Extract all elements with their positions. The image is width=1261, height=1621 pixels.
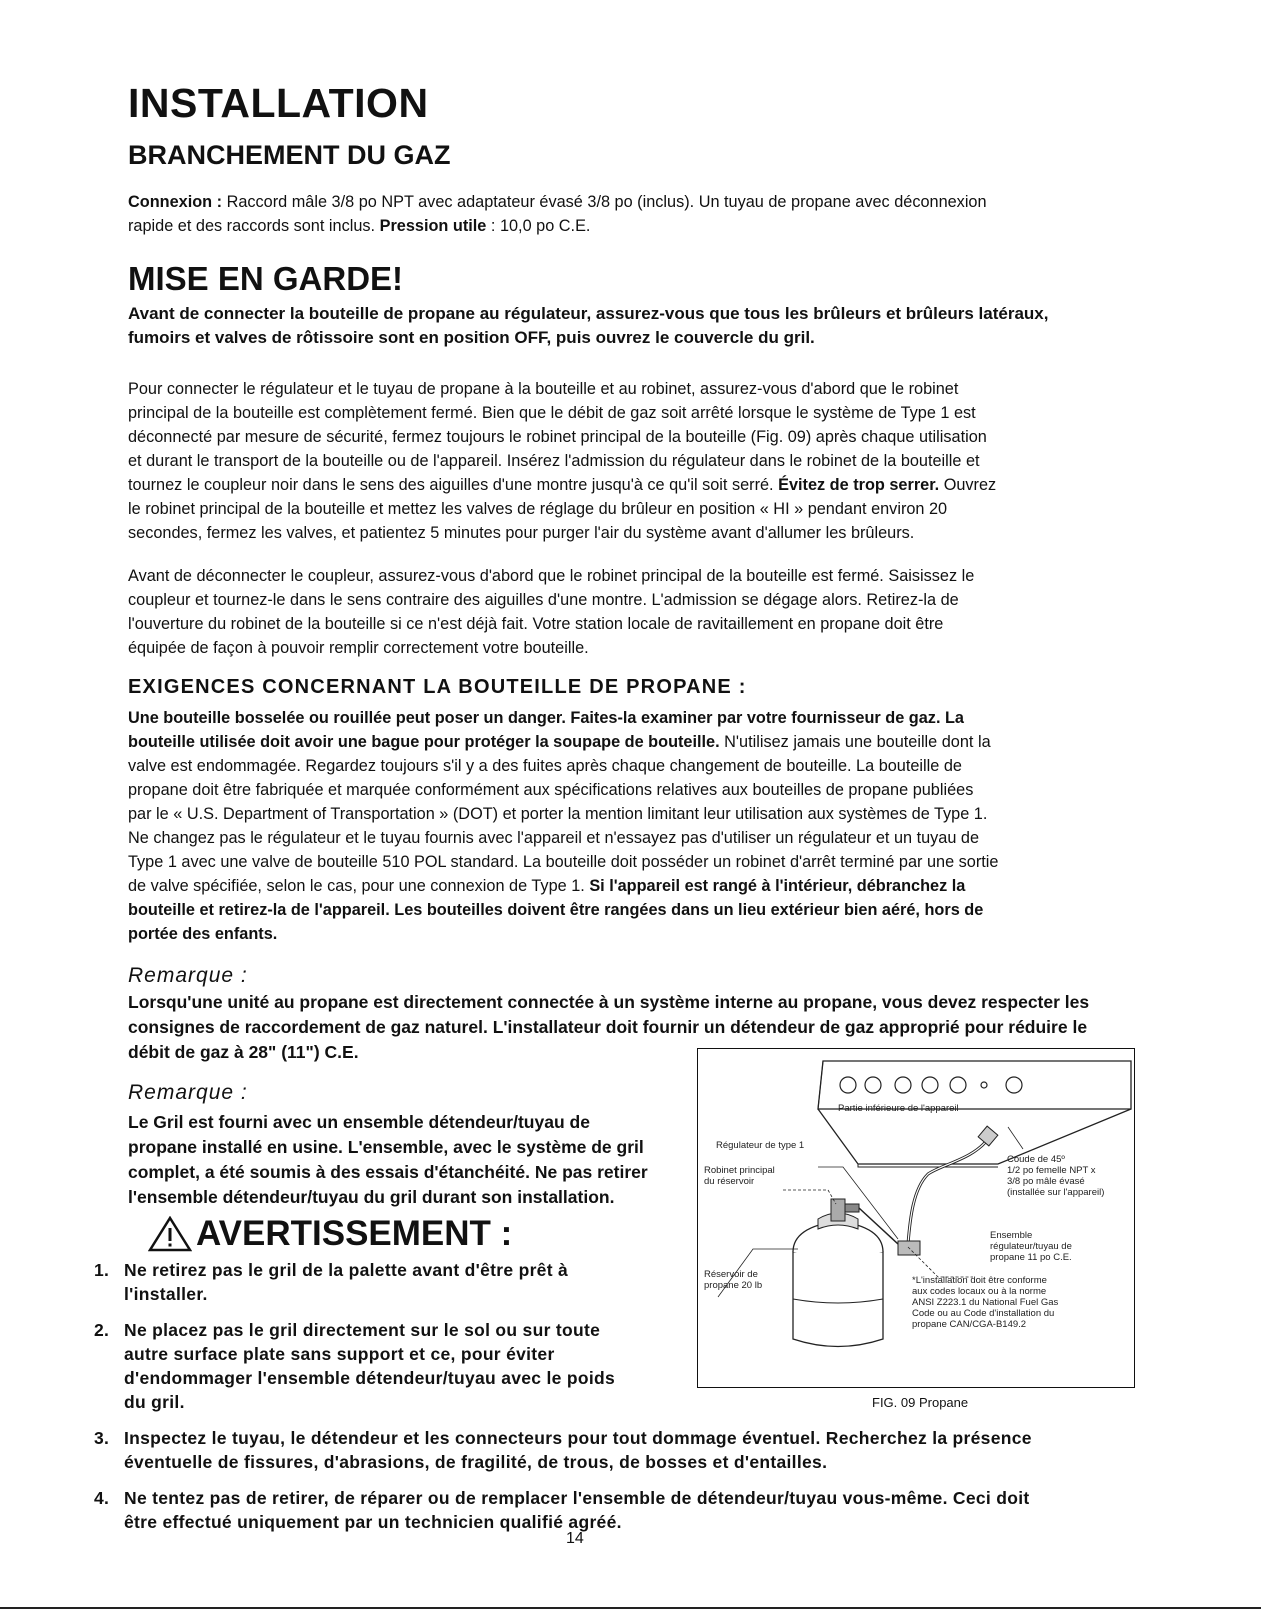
label-line: (installée sur l'appareil) <box>1007 1187 1105 1198</box>
note-heading: Remarque : <box>128 964 248 987</box>
text-line: Avant de déconnecter le coupleur, assurez-vous d'abord que le robinet principal de la bouteille est fermé. Saisissez le <box>128 567 975 585</box>
text-line: par le « U.S. Department of Transportation » (DOT) et porter la mention limitant leur utilisation aux systèmes de Type 1. <box>128 805 988 823</box>
section-title: BRANCHEMENT DU GAZ <box>128 140 451 170</box>
label-line: propane CAN/CGA-B149.2 <box>912 1319 1027 1330</box>
text-line: Ne placez pas le gril directement sur le sol ou sur toute <box>124 1320 601 1340</box>
text-line: propane doit être fabriquée et marquée conformément aux spécifications relatives aux bouteilles de propane publiées <box>128 781 974 799</box>
list-item <box>94 1258 664 1306</box>
text-line: secondes, fermez les valves, et patientez 5 minutes pour purger l'air du système avant d'allumer les brûleurs. <box>128 524 915 542</box>
warning-triangle-icon <box>148 1216 192 1252</box>
text-line: valve est endommagée. Regardez toujours s'il y a des fuites après chaque changement de bouteille. La bouteille de <box>128 757 962 775</box>
list-number: 3. <box>94 1428 110 1448</box>
page-number: 14 <box>566 1530 584 1547</box>
label-line: ANSI Z223.1 du National Fuel Gas <box>912 1297 1059 1308</box>
connexion-label: Connexion : <box>128 193 223 211</box>
label-line: Code ou au Code d'installation du <box>912 1308 1055 1319</box>
grill-propane-diagram <box>698 1049 1133 1386</box>
connect-paragraph <box>128 377 1128 545</box>
warning-line: Avant de connecter la bouteille de propane au régulateur, assurez-vous que tous les brûleurs et brûleurs latéraux, <box>128 304 1049 323</box>
text-line: le robinet principal de la bouteille et mettez les valves de réglage du brûleur en position « HI » pendant environ 20 <box>128 500 948 518</box>
text-line: bouteille et retirez-la de l'appareil. Les bouteilles doivent être rangées dans un lieu extérieur bien aéré, hors de <box>128 901 984 919</box>
text-line: coupleur et tournez-le dans le sens contraire des aiguilles d'une montre. L'admission se dégage alors. Retirez-la de <box>128 591 959 609</box>
label-line: aux codes locaux ou à la norme <box>912 1286 1047 1297</box>
disconnect-paragraph <box>128 564 1128 660</box>
text-line: débit de gaz à 28" (11") C.E. <box>128 1042 359 1062</box>
text-line: d'endommager l'ensemble détendeur/tuyau avec le poids <box>124 1368 616 1388</box>
text-line: déconnecté par mesure de sécurité, fermez toujours le robinet principal de la bouteille (Fig. 09) après chaque utilisation <box>128 428 987 446</box>
text-line: Ouvrez <box>939 476 997 494</box>
emphasis-text: Évitez de trop serrer. <box>778 476 940 494</box>
label-line: Robinet principal <box>704 1165 775 1176</box>
label-line: régulateur/tuyau de <box>990 1241 1072 1252</box>
figure-caption: FIG. 09 Propane <box>872 1395 969 1410</box>
label-line: *L'installation doit être conforme <box>912 1275 1047 1286</box>
pression-value: : 10,0 po C.E. <box>486 217 591 235</box>
label-assembly <box>990 1230 1072 1263</box>
label-line: Ensemble <box>990 1230 1033 1241</box>
text-line: l'ensemble détendeur/tuyau du gril durant son installation. <box>128 1187 615 1207</box>
page-title: INSTALLATION <box>128 80 429 126</box>
label-line: du réservoir <box>704 1176 755 1187</box>
warning-heading: MISE EN GARDE! <box>128 260 404 297</box>
text-line: Ne changez pas le régulateur et le tuyau fournis avec l'appareil et n'essayez pas d'utiliser un régulateur et un tuyau de <box>128 829 980 847</box>
warning-title: AVERTISSEMENT : <box>196 1214 513 1253</box>
text-line: Inspectez le tuyau, le détendeur et les connecteurs pour tout dommage éventuel. Recherchez la présence <box>124 1428 1032 1448</box>
text-line: l'ouverture du robinet de la bouteille si ce n'est déjà fait. Votre station locale de ravitaillement en propane doit être <box>128 615 944 633</box>
connexion-text-2: rapide et des raccords sont inclus. <box>128 217 380 235</box>
text-line: éventuelle de fissures, d'abrasions, de fragilité, de trous, de bosses et d'entailles. <box>124 1452 828 1472</box>
requirements-paragraph <box>128 706 1138 946</box>
text-line: Lorsqu'une unité au propane est directement connectée à un système interne au propane, vous devez respecter les <box>128 992 1090 1012</box>
warning-banner <box>148 1214 512 1254</box>
text-line: être effectué uniquement par un technicien qualifié agréé. <box>124 1512 622 1532</box>
label-line: propane 20 lb <box>704 1280 763 1291</box>
text-line: principal de la bouteille est complètement fermé. Bien que le débit de gaz soit arrêté lorsque le système de Type 1 est <box>128 404 976 422</box>
emphasis-text: Si l'appareil est rangé à l'intérieur, débranchez la <box>589 877 966 895</box>
bottom-divider <box>0 1607 1261 1609</box>
text-line: Une bouteille bosselée ou rouillée peut poser un danger. Faites-la examiner par votre fournisseur de gaz. La <box>128 709 964 727</box>
text-line: du gril. <box>124 1392 185 1412</box>
connexion-paragraph <box>128 190 1128 238</box>
text-line: consignes de raccordement de gaz naturel. L'installateur doit fournir un détendeur de gaz approprié pour réduire le <box>128 1017 1088 1037</box>
list-number: 2. <box>94 1320 110 1340</box>
label-line: Coude de 45º <box>1007 1154 1065 1165</box>
text-line: équipée de façon à pouvoir remplir correctement votre bouteille. <box>128 639 589 657</box>
text-line: N'utilisez jamais une bouteille dont la <box>719 733 991 751</box>
label-line: Réservoir de <box>704 1269 758 1280</box>
list-item <box>94 1426 1154 1474</box>
list-number: 1. <box>94 1260 110 1280</box>
text-line: propane installé en usine. L'ensemble, avec le système de gril <box>128 1137 644 1157</box>
list-number: 4. <box>94 1488 110 1508</box>
text-line: Type 1 avec une valve de bouteille 510 POL standard. La bouteille doit posséder un robinet d'arrêt terminé par une sortie <box>128 853 999 871</box>
text-line: Ne tentez pas de retirer, de réparer ou de remplacer l'ensemble de détendeur/tuyau vous-même. Ceci doit <box>124 1488 1030 1508</box>
label-install-note <box>912 1275 1058 1330</box>
connexion-text: Raccord mâle 3/8 po NPT avec adaptateur évasé 3/8 po (inclus). Un tuyau de propane avec déconnexion <box>222 193 987 211</box>
label-line: propane 11 po C.E. <box>990 1252 1072 1263</box>
text-line: de valve spécifiée, selon le cas, pour une connexion de Type 1. <box>128 877 590 895</box>
warning-text <box>128 302 1128 350</box>
label-regulator: Régulateur de type 1 <box>716 1140 805 1151</box>
label-main-valve <box>704 1165 775 1187</box>
text-line: portée des enfants. <box>128 925 278 943</box>
label-underside: Partie inférieure de l'appareil <box>838 1103 959 1114</box>
note-text-2 <box>128 1110 688 1210</box>
label-line: 3/8 po mâle évasé <box>1007 1176 1085 1187</box>
pression-label: Pression utile <box>379 217 487 235</box>
warning-line: fumoirs et valves de rôtissoire sont en position OFF, puis ouvrez le couvercle du gril. <box>128 328 815 347</box>
label-tank <box>704 1269 762 1291</box>
requirements-heading: EXIGENCES CONCERNANT LA BOUTEILLE DE PROPANE : <box>128 676 747 698</box>
text-line: Ne retirez pas le gril de la palette avant d'être prêt à <box>124 1260 569 1280</box>
propane-figure <box>697 1048 1135 1388</box>
text-line: l'installer. <box>124 1284 208 1304</box>
text-line: complet, a été soumis à des essais d'étanchéité. Ne pas retirer <box>128 1162 648 1182</box>
label-line: 1/2 po femelle NPT x <box>1007 1165 1096 1176</box>
text-line: Pour connecter le régulateur et le tuyau de propane à la bouteille et au robinet, assurez-vous d'abord que le robinet <box>128 380 959 398</box>
list-item <box>94 1486 1154 1534</box>
emphasis-text: bouteille utilisée doit avoir une bague pour protéger la soupape de bouteille. <box>128 733 720 751</box>
text-line: et durant le transport de la bouteille ou de l'appareil. Insérez l'admission du régulateur dans le robinet de la bouteille et <box>128 452 980 470</box>
note-heading-2: Remarque : <box>128 1081 248 1104</box>
text-line: tournez le coupleur noir dans le sens des aiguilles d'une montre jusqu'à ce qu'il soit serré. <box>128 476 779 494</box>
text-line: autre surface plate sans support et ce, pour éviter <box>124 1344 555 1364</box>
label-elbow <box>1007 1154 1104 1198</box>
text-line: Le Gril est fourni avec un ensemble détendeur/tuyau de <box>128 1112 590 1132</box>
list-item <box>94 1318 684 1414</box>
